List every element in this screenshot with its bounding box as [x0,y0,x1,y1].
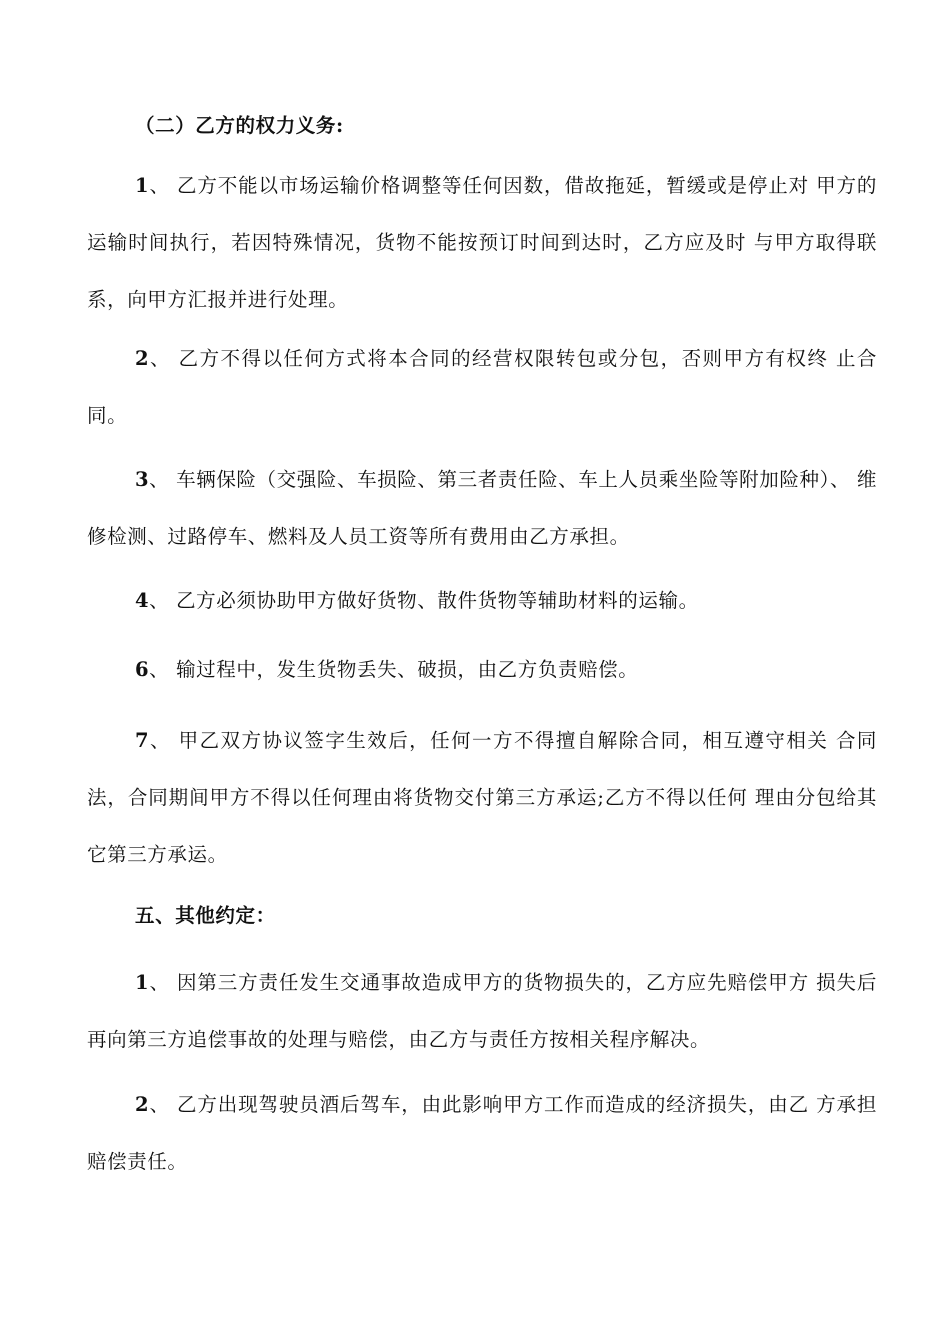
clause-number: 1 [135,174,150,197]
clause-text: 、 乙方不得以任何方式将本合同的经营权限转包或分包，否则甲方有权终 止合同。 [87,347,877,427]
section-heading-party-b-rights: （二）乙方的权力义务: [135,114,344,137]
clause-text: 、 因第三方责任发生交通事故造成甲方的货物损失的，乙方应先赔偿甲方 损失后再向第三方追偿事故的处理与赔偿，由乙方与责任方按相关程序解决。 [87,971,877,1051]
clause-b-4 [87,572,877,629]
clause-number: 2 [135,347,150,370]
clause-text: 、 甲乙双方协议签字生效后，任何一方不得擅自解除合同，相互遵守相关 合同法，合同期间甲方不得以任何理由将货物交付第三方承运;乙方不得以任何 理由分包给其它第三方承运。 [87,729,877,866]
clause-number: 1 [135,971,150,994]
clause-5-1 [87,954,877,1068]
clause-b-3 [87,451,877,565]
clause-b-1 [87,157,877,328]
clause-text: 、 乙方出现驾驶员酒后驾车，由此影响甲方工作而造成的经济损失，由乙 方承担赔偿责任。 [87,1093,877,1173]
clause-number: 7 [135,729,150,752]
clause-text: 、 输过程中，发生货物丢失、破损，由乙方负责赔偿。 [149,658,639,681]
clause-b-6 [87,641,877,698]
clause-5-2 [87,1076,877,1190]
clause-number: 6 [135,658,150,681]
clause-number: 2 [135,1093,150,1116]
clause-b-7 [87,712,877,883]
clause-text: 、 乙方不能以市场运输价格调整等任何因数，借故拖延，暂缓或是停止对 甲方的运输时间执行，若因特殊情况，货物不能按预订时间到达时，乙方应及时 与甲方取得联系，向甲方汇报并进行处理。 [87,174,877,311]
clause-number: 4 [135,589,150,612]
clause-b-2 [87,330,877,444]
section-heading-other-agreements: 五、其他约定： [135,904,276,927]
clause-number: 3 [135,468,150,491]
clause-text: 、 车辆保险（交强险、车损险、第三者责任险、车上人员乘坐险等附加险种）、 维修检测、过路停车、燃料及人员工资等所有费用由乙方承担。 [87,468,877,548]
clause-text: 、 乙方必须协助甲方做好货物、散件货物等辅助材料的运输。 [149,589,699,612]
